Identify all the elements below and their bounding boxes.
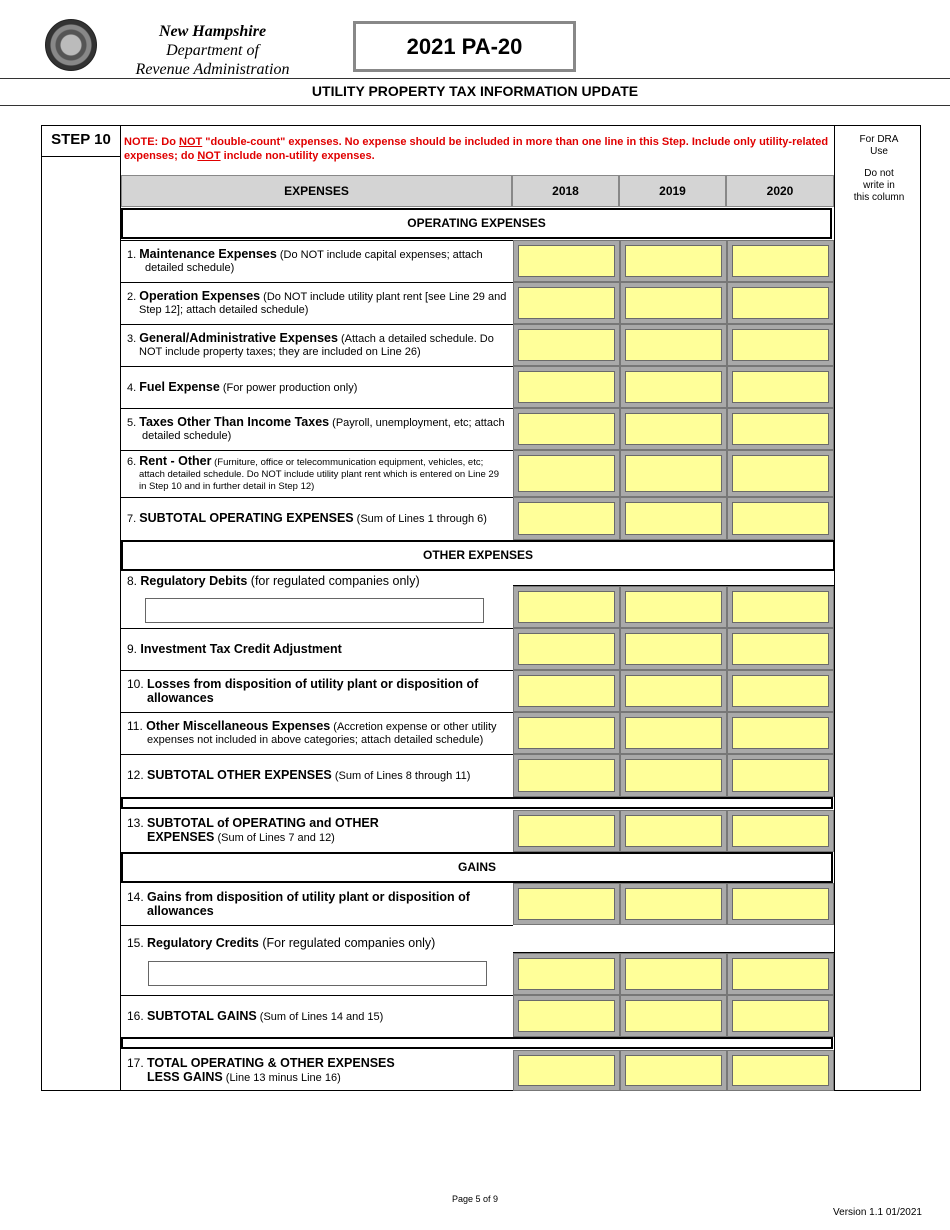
line-14-2019-cell[interactable] [620, 883, 727, 925]
line-1-2019-cell[interactable] [620, 240, 727, 282]
page-title: UTILITY PROPERTY TAX INFORMATION UPDATE [311, 83, 639, 99]
line-4-label: 4. Fuel Expense (For power production only) [121, 366, 513, 408]
spacer-row-1 [121, 797, 833, 809]
line-2-label: 2. Operation Expenses (Do NOT include utility plant rent [see Line 29 and Step 12]; attach detailed schedule) [121, 282, 513, 324]
col-header-2019: 2019 [619, 175, 726, 207]
line-7-label: 7. SUBTOTAL OPERATING EXPENSES (Sum of Lines 1 through 6) [121, 497, 513, 540]
line-12-2020-cell[interactable] [727, 754, 834, 797]
line-16-2020-cell[interactable] [727, 995, 834, 1037]
line-8-2020-cell[interactable] [727, 586, 834, 628]
line-5-2019-cell[interactable] [620, 408, 727, 450]
form-id-box: 2021 PA-20 [353, 21, 576, 72]
line-17-2019-cell[interactable] [620, 1050, 727, 1091]
line-10-2018-cell[interactable] [513, 670, 620, 712]
line-17-2020-cell[interactable] [727, 1050, 834, 1091]
line-4-2020-cell[interactable] [727, 366, 834, 408]
line-4-2019-cell[interactable] [620, 366, 727, 408]
line-9-2020-cell[interactable] [727, 628, 834, 670]
line-12-2018-cell[interactable] [513, 754, 620, 797]
section-gains: GAINS [121, 852, 833, 883]
col-header-expenses: EXPENSES [121, 175, 512, 207]
line-15-2019-cell[interactable] [620, 953, 727, 995]
line-9-2019-cell[interactable] [620, 628, 727, 670]
department-name [120, 22, 305, 79]
page-number: Page 5 of 9 [451, 1194, 499, 1204]
header-rule-bottom [0, 105, 950, 106]
line-11-2019-cell[interactable] [620, 712, 727, 754]
line-11-2020-cell[interactable] [727, 712, 834, 754]
line-6-label: 6. Rent - Other (Furniture, office or telecommunication equipment, vehicles, etc; attach detailed schedule. Do NOT include utility plant rent which is entered on Line 29 in Step 10 and in further detail in Step 12) [121, 450, 513, 497]
header-rule-top [0, 78, 950, 79]
line-1-label: 1. Maintenance Expenses (Do NOT include capital expenses; attach detailed schedule) [121, 240, 513, 282]
line-5-2018-cell[interactable] [513, 408, 620, 450]
line-9-label: 9. Investment Tax Credit Adjustment [121, 628, 513, 670]
line-7-2019-cell[interactable] [620, 497, 727, 540]
note-text: NOTE: Do NOT "double-count" expenses. No expense should be included in more than one line in this Step. Include only utility-related expenses; do NOT include non-utility expenses. [124, 136, 829, 162]
section-other-expenses: OTHER EXPENSES [121, 540, 835, 571]
line-8-2019-cell[interactable] [620, 586, 727, 628]
line-17-2018-cell[interactable] [513, 1050, 620, 1091]
line-14-label: 14. Gains from disposition of utility plant or disposition of allowances [127, 889, 470, 918]
line-5-2020-cell[interactable] [727, 408, 834, 450]
line-16-label: 16. SUBTOTAL GAINS (Sum of Lines 14 and 15) [121, 995, 513, 1037]
dra-column-divider [834, 125, 835, 1091]
line-14-2020-cell[interactable] [727, 883, 834, 925]
line-10-label: 10. Losses from disposition of utility plant or disposition of allowances [121, 670, 513, 712]
line-15-2020-cell[interactable] [727, 953, 834, 995]
line-7-2020-cell[interactable] [727, 497, 834, 540]
line-4-2018-cell[interactable] [513, 366, 620, 408]
spacer-row-2 [121, 1037, 833, 1049]
nh-state-seal [45, 19, 97, 71]
line-9-2018-cell[interactable] [513, 628, 620, 670]
line-14-2018-cell[interactable] [513, 883, 620, 925]
line-17-label: 17. TOTAL OPERATING & OTHER EXPENSES LESS GAINS (Line 13 minus Line 16) [127, 1055, 395, 1084]
line-16-2018-cell[interactable] [513, 995, 620, 1037]
step-label: STEP 10 [51, 131, 111, 148]
line-1-2020-cell[interactable] [727, 240, 834, 282]
line-8-2018-cell[interactable] [513, 586, 620, 628]
line-13-label: 13. SUBTOTAL of OPERATING and OTHER EXPENSES (Sum of Lines 7 and 12) [127, 816, 379, 844]
line-10-2019-cell[interactable] [620, 670, 727, 712]
col-header-2018: 2018 [512, 175, 619, 207]
step-label-rule [41, 156, 121, 157]
dept-line-1: New Hampshire [158, 23, 267, 40]
line-13-2018-cell[interactable] [513, 810, 620, 852]
col-header-2020: 2020 [726, 175, 834, 207]
line-6-2018-cell[interactable] [513, 450, 620, 497]
line-11-label: 11. Other Miscellaneous Expenses (Accretion expense or other utility expenses not included in above categories; attach detailed schedule) [121, 712, 513, 754]
line-12-label: 12. SUBTOTAL OTHER EXPENSES (Sum of Lines 8 through 11) [121, 754, 513, 797]
line-10-2020-cell[interactable] [727, 670, 834, 712]
version-label: Version 1.1 01/2021 [833, 1207, 922, 1218]
line-2-2018-cell[interactable] [513, 282, 620, 324]
line-16-2019-cell[interactable] [620, 995, 727, 1037]
regulatory-debits-description-field[interactable] [145, 598, 484, 623]
dept-line-3: Revenue Administration [135, 61, 290, 78]
line-3-2020-cell[interactable] [727, 324, 834, 366]
line-15-2018-cell[interactable] [513, 953, 620, 995]
line-3-label: 3. General/Administrative Expenses (Attach a detailed schedule. Do NOT include property taxes; they are included on Line 26) [121, 324, 513, 366]
regulatory-credits-description-field[interactable] [148, 961, 487, 986]
dept-line-2: Department of [166, 42, 259, 59]
dra-use-note: For DRA Use Do not write in this column [853, 134, 905, 203]
line-6-2020-cell[interactable] [727, 450, 834, 497]
line-13-2020-cell[interactable] [727, 810, 834, 852]
line-2-2019-cell[interactable] [620, 282, 727, 324]
line-2-2020-cell[interactable] [727, 282, 834, 324]
line-7-2018-cell[interactable] [513, 497, 620, 540]
line-6-2019-cell[interactable] [620, 450, 727, 497]
section-operating-expenses: OPERATING EXPENSES [121, 208, 832, 239]
line-13-2019-cell[interactable] [620, 810, 727, 852]
line-5-label: 5. Taxes Other Than Income Taxes (Payroll, unemployment, etc; attach detailed schedule) [121, 408, 513, 450]
line-3-2018-cell[interactable] [513, 324, 620, 366]
line-8-label: 8. Regulatory Debits (for regulated companies only) [127, 574, 420, 588]
line-11-2018-cell[interactable] [513, 712, 620, 754]
line-15-label: 15. Regulatory Credits (For regulated companies only) [121, 925, 513, 995]
line-12-2019-cell[interactable] [620, 754, 727, 797]
line-3-2019-cell[interactable] [620, 324, 727, 366]
line-1-2018-cell[interactable] [513, 240, 620, 282]
